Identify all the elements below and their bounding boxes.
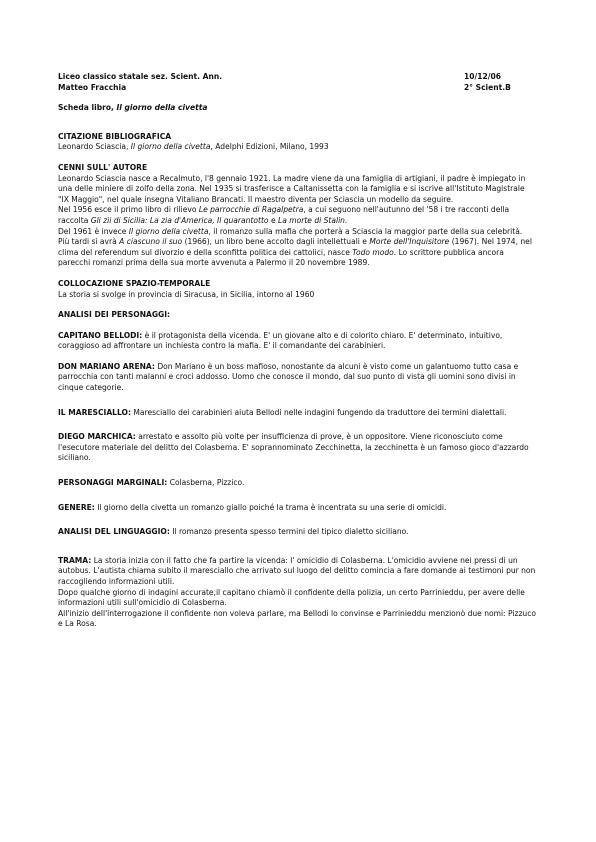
scheda-line: Scheda libro, Il giorno della civetta — [58, 103, 208, 113]
character-arena: DON MARIANO ARENA: Don Mariano è un boss mafioso, nonostante da alcuni è visto come un galantuomo tutto casa e parrocchia con tanti malanni e croci addosso. Uomo che conosce il mondo, dal suo punto di vista gli uomini sono divisi in cinque categorie. — [58, 361, 519, 393]
character-marginali: PERSONAGGI MARGINALI: Colasberna, Pizzico. — [58, 478, 245, 488]
book-title: Il giorno della civetta — [116, 103, 208, 113]
cenni-paragraph-1: Leonardo Sciascia nasce a Recalmuto, l'8 gennaio 1921. La madre viene da una famiglia di artigiani, il padre è impiegato in una delle miniere di zolfo della zona. Nel 1935 si trasferisce a Caltanissetta con la famiglia e si iscrive all'Istituto Magistrale "IX Maggio", nel quale insegna Vitaliano Brancati. Il maestro diventa per Sciascia un modello da seguire. — [58, 173, 526, 204]
cenni-paragraph-2: Nel 1956 esce il primo libro di rilievo Le parrocchie di Ragalpetra, a cui seguono nell'autunno del '58 i tre racconti della raccolta Gli zii di Sicilia: La zia d'America, Il quarantotto e La morte di Stalin. — [58, 205, 510, 225]
trama-paragraph-2: Dopo qualche giorno di indagini accurate,il capitano chiamò il confidente della polizia, un certo Parrinieddu, per avere delle informazioni utili sull'omicidio di Colasberna. — [58, 587, 525, 608]
genere-section: GENERE: Il giorno della civetta un romanzo giallo poiché la trama è incentrata su una serie di omicidi. — [58, 502, 447, 512]
character-maresciallo: IL MARESCIALLO: Maresciallo dei carabinieri aiuta Bellodi nelle indagini fungendo da traduttore dei termini dialettali. — [58, 407, 507, 417]
class-name: 2° Scient.B — [464, 82, 511, 92]
character-marchica: DIEGO MARCHICA: arrestato e assolto più volte per insufficienza di prove, è un oppositore. Viene riconosciuto come l'esecutore materiale del delitto del Colasberna. E' soprannominato Zecchinetta, la zecchinetta è un famoso gioco d'azzardo siciliano. — [58, 432, 529, 463]
document-page — [58, 72, 536, 630]
header-row-1 — [58, 72, 536, 83]
school-name: Liceo classico statale sez. Scient. Ann. — [58, 72, 223, 81]
cenni-paragraph-3: Del 1961 è invece Il giorno della civetta, il romanzo sulla mafia che porterà a Sciascia la maggior parte della sua celebrità. — [58, 226, 523, 236]
citation-text: Leonardo Sciascia, Il giorno della civetta, Adelphi Edizioni, Milano, 1993 — [58, 142, 329, 152]
date: 10/12/06 — [464, 72, 502, 81]
character-bellodi: CAPITANO BELLODI: è il protagonista della vicenda. E' un giovane alto e di colorito chiaro. E' determinato, intuitivo, coraggioso ad affrontare un inchiesta contro la mafia. E' il comandante dei carabinieri. — [58, 330, 503, 351]
linguaggio-section: ANALISI DEL LINGUAGGIO: Il romanzo presenta spesso termini del tipico dialetto siciliano. — [58, 527, 409, 537]
section-heading-cenni: CENNI SULL' AUTORE — [58, 162, 148, 172]
section-heading-citazione: CITAZIONE BIBLIOGRAFICA — [58, 131, 172, 141]
section-heading-collocazione: COLLOCAZIONE SPAZIO-TEMPORALE — [58, 278, 211, 288]
header-row-2 — [58, 83, 536, 94]
trama-paragraph-3: All'inizio dell'interrogazione il confidente non voleva parlare, ma Bellodi lo convinse e Parrinieddu menzionò due nomi: Pizzuco e La Rosa. — [58, 608, 536, 629]
section-heading-analisi: ANALISI DEI PERSONAGGI: — [58, 310, 171, 320]
cenni-paragraph-4: Più tardi si avrà A ciascuno il suo (1966), un libro bene accolto dagli intellettuali e Morte dell'Inquisitore (1967). Nel 1974, nel clima del referendum sul divorzio e della sconfitta politica dei cattolici, nasce Todo modo. Lo scrittore pubblica ancora parecchi romanzi prima della sua morte avvenuta a Palermo il 20 novembre 1989. — [58, 237, 532, 268]
student-name: Matteo Fracchia — [58, 82, 127, 92]
trama-paragraph-1: TRAMA: La storia inizia con il fatto che fa partire la vicenda: l' omicidio di Colasberna. L'omicidio avviene nei pressi di un autobus. L'autista chiama subito il maresciallo che arrivato sul luogo del delitto comincia a fare domande ai testimoni pur non raccogliendo informazioni utili. — [58, 555, 536, 586]
collocazione-text: La storia si svolge in provincia di Siracusa, in Sicilia, intorno al 1960 — [58, 289, 315, 299]
